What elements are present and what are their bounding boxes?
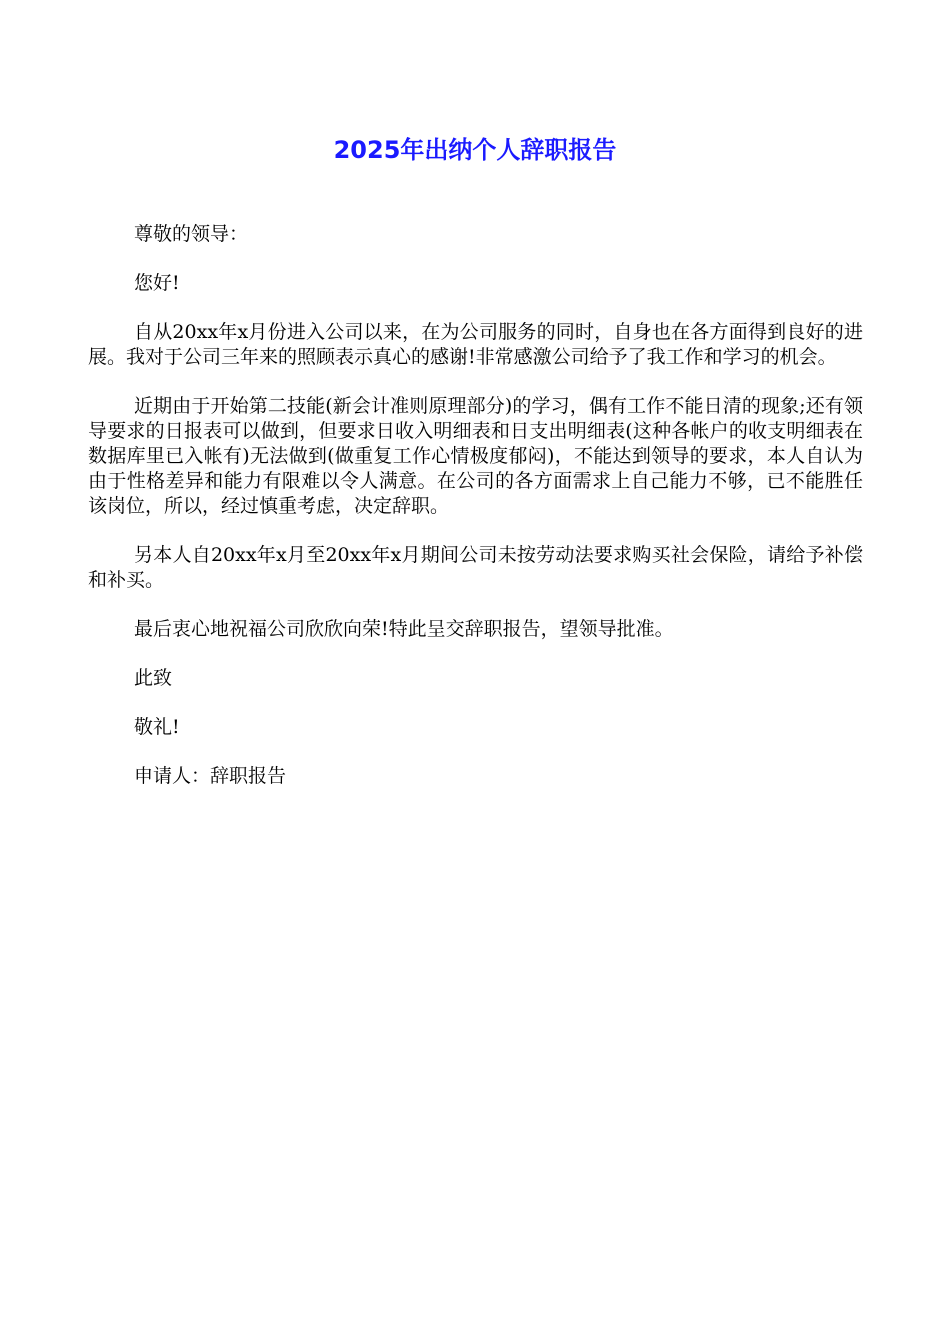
salutation: 尊敬的领导： — [134, 223, 249, 245]
paragraph-reasons: 近期由于开始第二技能(新会计准则原理部分)的学习，偶有工作不能日清的现象;还有领导要求的日报表可以做到，但要求日收入明细表和日支出明细表(这种各帐户的收支明细表在数据库里已入帐有)无法做到(做重复工作心情极度郁闷)，不能达到领导的要求，本人自认为由于性格差异和能力有限难以令人满意。在公司的各方面需求上自己能力不够，已不能胜任该岗位，所以，经过慎重考虑，决定辞职。 — [88, 395, 863, 517]
paragraph-closing: 最后衷心地祝福公司欣欣向荣!特此呈交辞职报告，望领导批准。 — [134, 618, 674, 640]
document-title: 2025年出纳个人辞职报告 — [333, 136, 617, 164]
paragraph-intro: 自从20xx年x月份进入公司以来，在为公司服务的同时，自身也在各方面得到良好的进展。我对于公司三年来的照顾表示真心的感谢!非常感激公司给予了我工作和学习的机会。 — [88, 321, 863, 368]
paragraph-insurance: 另本人自20xx年x月至20xx年x月期间公司未按劳动法要求购买社会保险，请给予补偿和补买。 — [88, 544, 863, 591]
greeting: 您好! — [134, 272, 180, 294]
applicant-signature: 申请人：辞职报告 — [134, 765, 287, 787]
closing-cizhi: 此致 — [134, 667, 173, 689]
closing-jingli: 敬礼! — [134, 716, 180, 738]
document-body — [88, 222, 863, 813]
